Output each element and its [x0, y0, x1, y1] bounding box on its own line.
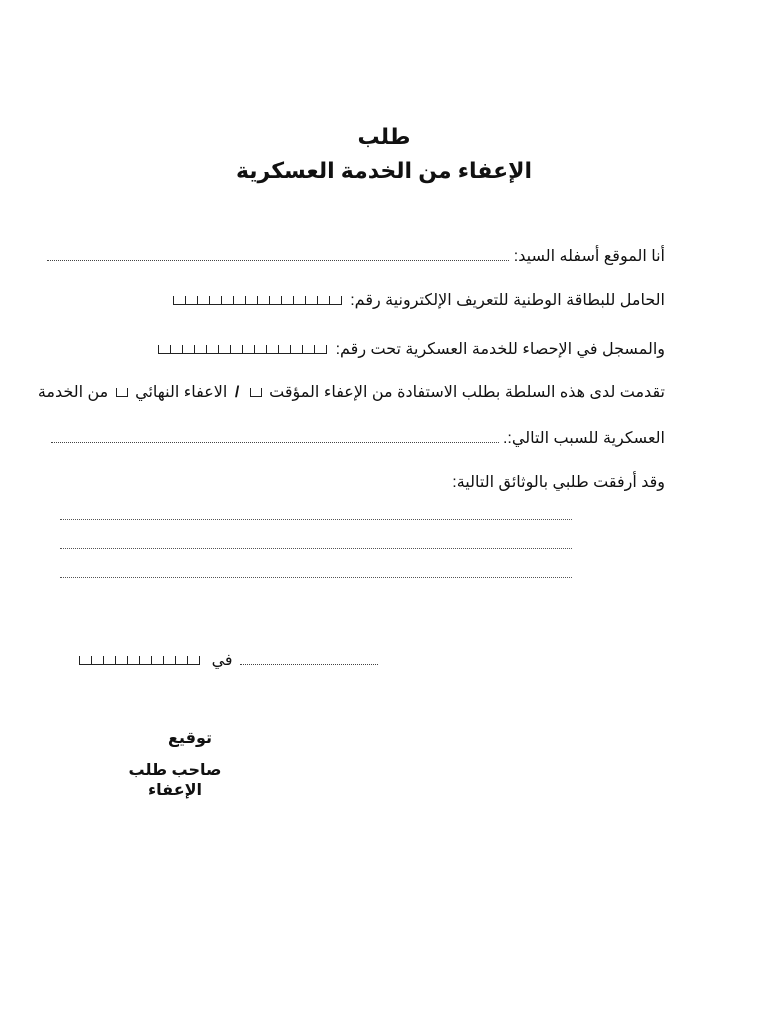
- id-card-label: الحامل للبطاقة الوطنية للتعريف الإلكترونية رقم:: [350, 292, 665, 309]
- request-separator: /: [234, 384, 240, 401]
- date-boxes[interactable]: [79, 650, 200, 660]
- signature-label: توقيع: [168, 730, 212, 747]
- place-field[interactable]: [240, 650, 378, 665]
- signatory-name-field[interactable]: [47, 246, 509, 261]
- attachments-label: وقد أرفقت طلبي بالوثائق التالية:: [452, 474, 665, 491]
- temporary-exemption-checkbox[interactable]: [250, 388, 262, 397]
- place-date-row: [79, 650, 378, 672]
- signature-owner: صاحب طلب الإعفاء: [128, 762, 222, 799]
- attachments-row: [452, 472, 665, 494]
- signatory-label: أنا الموقع أسفله السيد:: [513, 248, 665, 265]
- request-text-part1: تقدمت لدى هذه السلطة بطلب الاستفادة من الإعفاء المؤقت: [269, 384, 665, 401]
- request-text-part2: الاعفاء النهائي: [135, 384, 228, 401]
- id-card-row: [173, 290, 665, 312]
- request-text-part3: من الخدمة: [37, 384, 109, 401]
- reason-label: العسكرية للسبب التالي:.: [502, 430, 665, 447]
- census-row: [158, 339, 665, 361]
- reason-field[interactable]: [51, 428, 499, 443]
- request-row: [38, 382, 665, 404]
- attachment-line-3[interactable]: [60, 577, 572, 578]
- document-title: طلب: [357, 124, 411, 149]
- attachment-line-1[interactable]: [60, 519, 572, 520]
- census-label: والمسجل في الإحصاء للخدمة العسكرية تحت رقم:: [335, 341, 665, 358]
- document-subtitle: الإعفاء من الخدمة العسكرية: [235, 158, 533, 183]
- reason-row: [51, 428, 665, 450]
- in-label: في: [211, 652, 233, 669]
- id-card-number-boxes[interactable]: [173, 290, 342, 300]
- final-exemption-checkbox[interactable]: [116, 388, 128, 397]
- signatory-row: [47, 246, 665, 268]
- census-number-boxes[interactable]: [158, 339, 327, 349]
- attachment-line-2[interactable]: [60, 548, 572, 549]
